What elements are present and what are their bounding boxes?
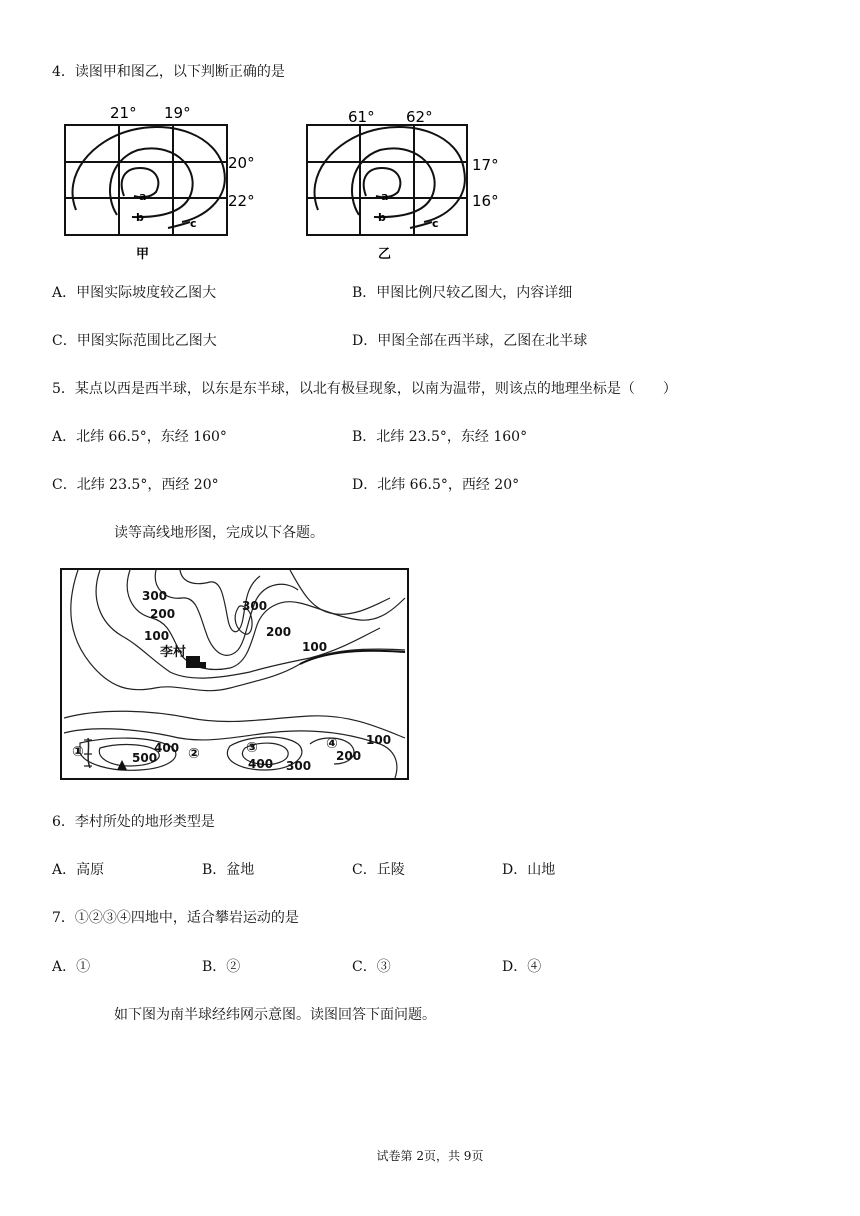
jia-label-21: 21° xyxy=(110,104,137,122)
figure-jia xyxy=(52,100,282,262)
label-300-a: 300 xyxy=(142,589,168,603)
q7-option-b[interactable]: B．② xyxy=(202,959,241,975)
label-100-c: 100 xyxy=(366,733,392,747)
contour-intro: 读等高线地形图，完成以下各题。 xyxy=(114,525,324,541)
q6-option-d[interactable]: D．山地 xyxy=(502,862,556,878)
label-300-b: 300 xyxy=(242,599,268,613)
yi-caption: 乙 xyxy=(378,247,392,262)
point-1: ① xyxy=(72,744,84,760)
figure-yi xyxy=(294,100,524,262)
point-4: ④ xyxy=(326,736,338,752)
q6-stem: 6．李村所处的地形类型是 xyxy=(52,814,215,830)
q5-option-b[interactable]: B．北纬 23.5°，东经 160° xyxy=(352,429,528,445)
yi-label-61: 61° xyxy=(348,108,375,126)
yi-c: c xyxy=(432,217,439,230)
q4-stem: 4．读图甲和图乙，以下判断正确的是 xyxy=(52,64,285,80)
jia-label-22: 22° xyxy=(228,192,255,210)
q7-option-d[interactable]: D．④ xyxy=(502,959,542,975)
jia-a: a xyxy=(139,190,147,203)
q4-option-c[interactable]: C．甲图实际范围比乙图大 xyxy=(52,333,217,349)
q5-stem: 5．某点以西是西半球，以东是东半球，以北有极昼现象，以南为温带，则该点的地理坐标是（ ） xyxy=(52,381,677,397)
point-2: ② xyxy=(188,746,200,762)
jia-c: c xyxy=(190,217,197,230)
jia-contour-c xyxy=(73,127,225,222)
point-3: ③ xyxy=(246,740,258,756)
jia-caption: 甲 xyxy=(136,247,150,262)
q6-option-a[interactable]: A．高原 xyxy=(52,862,105,878)
q6-option-b[interactable]: B．盆地 xyxy=(202,862,255,878)
jia-label-20: 20° xyxy=(228,154,255,172)
yi-a: a xyxy=(381,190,389,203)
q7-option-a[interactable]: A．① xyxy=(52,959,91,975)
label-300-c: 300 xyxy=(286,759,312,773)
q7-option-c[interactable]: C．③ xyxy=(352,959,391,975)
village-label: 李村 xyxy=(160,645,187,660)
page-footer: 试卷第 2页，共 9页 xyxy=(376,1149,484,1163)
contour-100-inner xyxy=(96,570,380,678)
contour-map xyxy=(60,568,410,782)
yi-label-16: 16° xyxy=(472,192,499,210)
label-400-b: 400 xyxy=(248,757,274,771)
q5-option-c[interactable]: C．北纬 23.5°，西经 20° xyxy=(52,477,219,493)
q4-option-d[interactable]: D．甲图全部在西半球，乙图在北半球 xyxy=(352,333,588,349)
q7-stem: 7．①②③④四地中，适合攀岩运动的是 xyxy=(52,910,299,926)
jia-frame xyxy=(65,125,227,235)
label-100-a: 100 xyxy=(144,629,170,643)
yi-frame xyxy=(307,125,467,235)
q4-option-a[interactable]: A．甲图实际坡度较乙图大 xyxy=(52,285,217,301)
jia-label-19: 19° xyxy=(164,104,191,122)
yi-b: b xyxy=(378,211,386,224)
label-200-c: 200 xyxy=(336,749,362,763)
q6-option-c[interactable]: C．丘陵 xyxy=(352,862,405,878)
label-200-b: 200 xyxy=(266,625,292,639)
label-500-peak: 500 xyxy=(132,751,158,765)
q5-option-a[interactable]: A．北纬 66.5°，东经 160° xyxy=(52,429,227,445)
label-200-a: 200 xyxy=(150,607,176,621)
village-marker xyxy=(186,656,200,668)
grid-intro: 如下图为南半球经纬网示意图。读图回答下面问题。 xyxy=(114,1007,436,1023)
yi-contour-c xyxy=(315,127,465,222)
label-100-b: 100 xyxy=(302,640,328,654)
yi-label-62: 62° xyxy=(406,108,433,126)
q4-option-b[interactable]: B．甲图比例尺较乙图大，内容详细 xyxy=(352,285,573,301)
label-400-a: 400 xyxy=(154,741,180,755)
q5-option-d[interactable]: D．北纬 66.5°，西经 20° xyxy=(352,477,520,493)
jia-b: b xyxy=(136,211,144,224)
yi-label-17: 17° xyxy=(472,156,499,174)
contour-map-frame xyxy=(61,569,408,779)
